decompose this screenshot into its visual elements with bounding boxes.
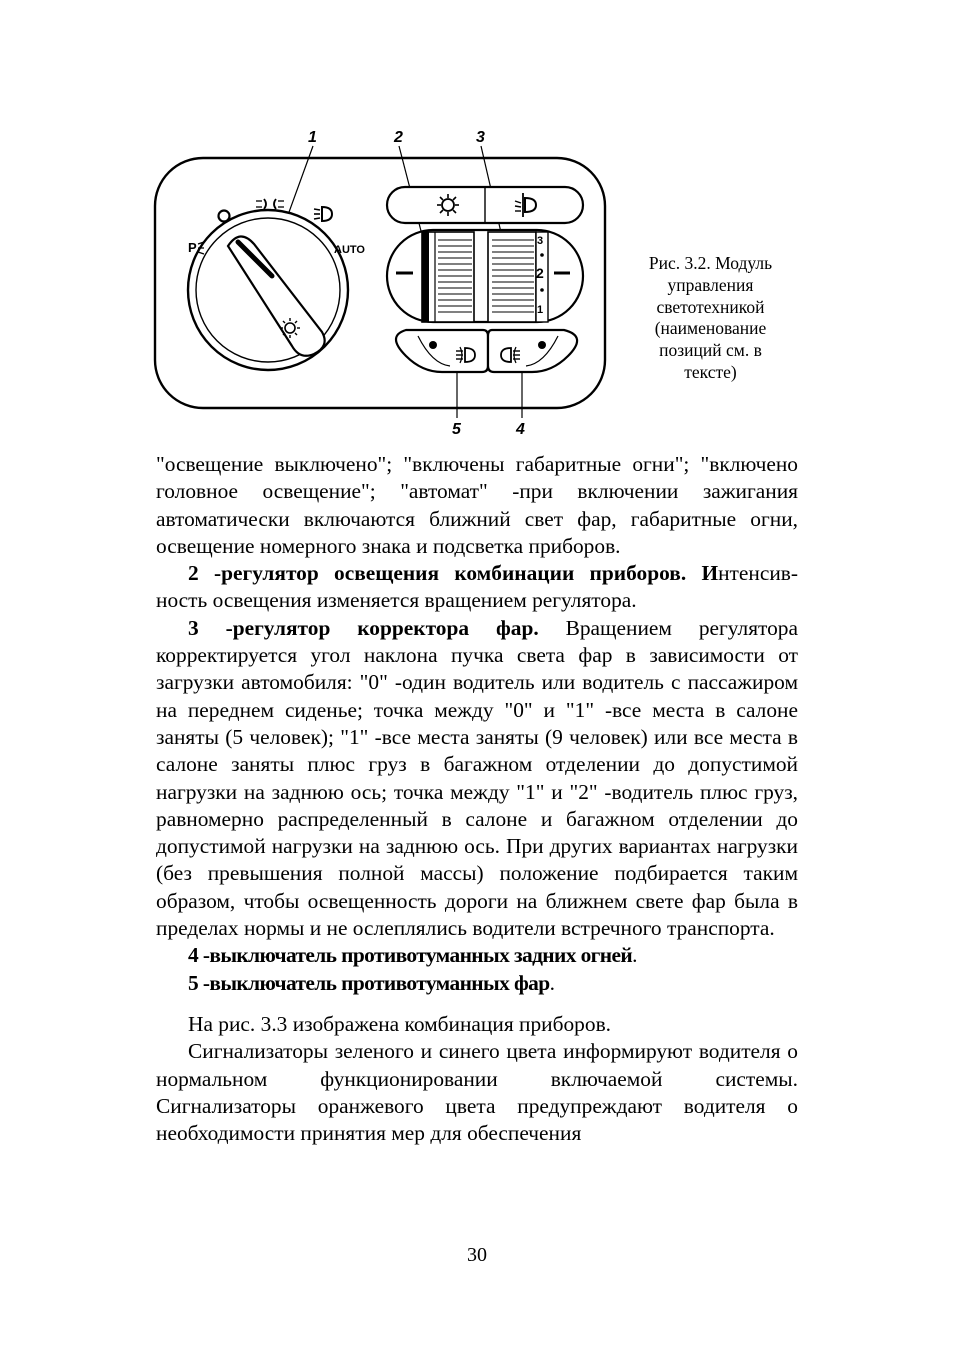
callout-2: 2 bbox=[394, 129, 403, 146]
item-5-end: . bbox=[549, 970, 555, 995]
wheel-regulators bbox=[387, 230, 583, 322]
callout-1: 1 bbox=[308, 129, 317, 146]
caption-line: (наименование bbox=[654, 318, 767, 339]
headlight-icon bbox=[314, 207, 332, 221]
paragraph-positions: "освещение выключено"; "включены габаритные огни"; "включено головное освещение"; "автомат" -при включении зажигания автоматически включаются ближний свет фар, габаритные огни, освещение номерного знака и подсветка приборов. bbox=[156, 452, 798, 558]
side-lights-icon bbox=[256, 199, 284, 209]
caption-line: Рис. 3.2. Модуль bbox=[648, 253, 773, 273]
main-light-switch-knob bbox=[188, 210, 348, 370]
caption-line: тексте) bbox=[684, 361, 737, 382]
instrument-light-wheel bbox=[422, 232, 474, 322]
paragraph-item-3 bbox=[156, 615, 798, 943]
auto-label: AUTO bbox=[334, 244, 365, 256]
parking-light-icon bbox=[188, 240, 204, 255]
item-2-heading: 2 -регулятор освещения комбинации приборов. И bbox=[188, 561, 719, 586]
front-fog-switch bbox=[396, 330, 488, 372]
item-5-heading: 5 -выключатель противотуманных фар bbox=[188, 970, 550, 995]
off-position-icon bbox=[219, 211, 230, 222]
svg-text:P: P bbox=[188, 240, 197, 255]
paragraph-item-2 bbox=[156, 560, 798, 615]
caption-line: управления bbox=[667, 274, 754, 295]
headlight-corrector-wheel bbox=[488, 232, 548, 322]
paragraph-item-4 bbox=[156, 942, 798, 969]
item-4-end: . bbox=[632, 943, 637, 968]
light-control-module-figure bbox=[150, 120, 620, 440]
caption-line: позиций см. в bbox=[659, 340, 762, 361]
paragraph-fig-3-3: На рис. 3.3 изображена комбинация приборов. bbox=[188, 1011, 612, 1036]
callout-4: 4 bbox=[516, 421, 525, 438]
item-3-text: Вращением регулятора корректируется угол наклона пучка света фар в зависимости от загрузки автомобиля: "0" -один водитель или водитель с пассажиром на переднем сиденье; точка между "0" и "1" -все места в салоне заняты (5 человек); "1" -все места заняты (9 человек) или все места в салоне заняты плюс груз в багажном отделении до допустимой нагрузки на заднюю ось; точка между "1" и "2" -водитель плюс груз, равномерно распределенный в салоне и багажном отделении до допустимой нагрузки на заднюю ось. При других вариантах нагрузки (без превышения полной массы) положение подбирается таким образом, чтобы освещенность дороги на ближнем свете фар была в пределах нормы и не ослеплялись водители встречного транспорта. bbox=[156, 615, 798, 941]
scale-3: 3 bbox=[537, 235, 544, 247]
scale-1: 1 bbox=[537, 304, 544, 316]
top-rocker-switch bbox=[387, 187, 583, 223]
figure-caption bbox=[628, 253, 793, 384]
rear-fog-switch bbox=[488, 330, 577, 372]
callout-3: 3 bbox=[476, 129, 485, 146]
item-4-heading: 4 -выключатель противотуманных задних огней bbox=[188, 943, 633, 968]
item-2-text: нтенсив-ность освещения изменяется вращением регулятора. bbox=[156, 561, 798, 613]
paragraph-indicators: Сигнализаторы зеленого и синего цвета информируют водителя о нормальном функционировании включаемой системы. Сигнализаторы оранжевого цвета предупреждают водителя о необходимости принятия мер для обеспечения bbox=[156, 1039, 798, 1146]
page-number: 30 bbox=[467, 1244, 487, 1266]
caption-line: светотехникой bbox=[656, 296, 765, 317]
scale-2: 2 bbox=[536, 265, 544, 281]
paragraph-item-5 bbox=[156, 970, 798, 997]
callout-5: 5 bbox=[452, 421, 461, 438]
item-3-heading: 3 -регулятор корректора фар. bbox=[188, 615, 539, 640]
body-text bbox=[156, 451, 798, 1147]
